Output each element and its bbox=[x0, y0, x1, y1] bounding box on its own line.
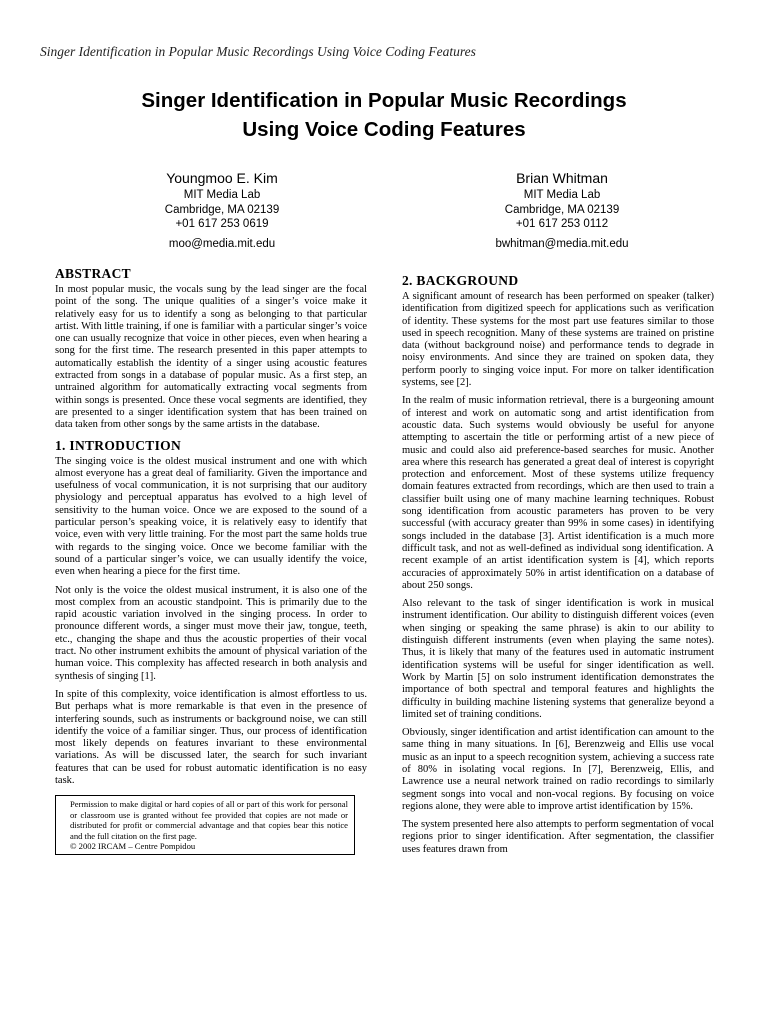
author-email[interactable]: moo@media.mit.edu bbox=[168, 237, 276, 250]
background-heading: 2. BACKGROUND bbox=[402, 273, 519, 288]
paper-title bbox=[40, 86, 728, 144]
right-column bbox=[402, 273, 714, 862]
author-city: Cambridge, MA 02139 bbox=[164, 203, 280, 216]
introduction-heading: 1. INTRODUCTION bbox=[55, 437, 182, 453]
running-head: Singer Identification in Popular Music Recordings Using Voice Coding Features bbox=[40, 44, 476, 59]
author-phone: +01 617 253 0619 bbox=[175, 218, 269, 230]
copyright-line: © 2002 IRCAM – Centre Pompidou bbox=[70, 840, 196, 851]
title-line-1: Singer Identification in Popular Music Recordings bbox=[141, 89, 627, 112]
abstract-heading: ABSTRACT bbox=[55, 266, 131, 281]
permission-notice: Permission to make digital or hard copies of all or part of this work for personal or classroom use is granted without fee provided that copies are not made or distributed for profit or commercial advantage and that copies bear this notice and the full citation on the first page. bbox=[70, 799, 348, 841]
left-column bbox=[55, 266, 367, 855]
intro-paragraph: In spite of this complexity, voice identification is almost effortless to us. But perhaps what is more remarkable is that even in the presence of interfering sounds, such as instruments or background noise, we can still identify the voice of a familiar singer. Thus, our process of identification most likely depends on features invariant to these environmental variations. As will be discussed later, the search for such invariant features that can be used for robust automatic identification is no easy task. bbox=[55, 688, 367, 786]
title-line-2: Using Voice Coding Features bbox=[242, 118, 526, 141]
background-paragraph: A significant amount of research has been performed on speaker (talker) identification from digitized speech for applications such as verification of identity. These systems for the most part use features similar to those used in speech recognition. Many of these systems are trained on pristine data (without background noise) and performance tends to degrade in noisy environments. And since they are trained on spoken data, they perform poorly to singing voice input. For more on talker identification systems, see [2]. bbox=[402, 291, 714, 389]
background-paragraph: Obviously, singer identification and artist identification can amount to the same thing in many situations. In [6], Berenzweig and Ellis use vocal music as an input to a speech recognition system, achieving a success rate of 80% in isolating vocal regions. In [7], Berenzweig, Ellis, and Lawrence use a neural network trained on radio recordings to similarly segment songs into vocal and non-vocal regions. By focusing on voice regions alone, they were able to improve artist identification by 15%. bbox=[402, 727, 714, 812]
abstract-text: In most popular music, the vocals sung by the lead singer are the focal point of the song. The unique qualities of a singer’s voice make it relatively easy for us to identify a song as belonging to that particular artist. With little training, if one is familiar with a particular singer’s voice one can usually recognize that voice in other pieces, even when hearing a song for the first time. The research presented in this paper attempts to automatically establish the identity of a singer using acoustic features extracted from songs in a database of popular music. As a first step, an untrained algorithm for automatically extracting vocal segments from within songs is presented. Once these vocal segments are identified, they are presented to a singer identification system that has been trained on data taken from other songs by the same artists in the database. bbox=[55, 284, 367, 431]
author-email[interactable]: bwhitman@media.mit.edu bbox=[495, 237, 629, 250]
author-name: Brian Whitman bbox=[516, 170, 608, 186]
author-phone: +01 617 253 0112 bbox=[515, 218, 609, 230]
background-paragraph: In the realm of music information retrieval, there is a burgeoning amount of interest and work on automatic song and artist identification from acoustic data. Such systems would obviously be useful for anyone attempting to ascertain the title or performing artist of a new piece of music and could also aid preference-based searches for music. Another area where this research has generated a great deal of interest is copyright protection and enforcement. Most of these systems utilize frequency domain features extracted from recordings, which are then used to train a classifier built using one of many machine learning techniques. Robust song identification from acoustic parameters has proven to be very successful (with accuracy greater than 99% in some cases) in identifying songs included in the database [3]. Artist identification is a much more difficult task, and not as well-defined as individual song identification. A recent example of an artist identification system is [4], which reports accuracies of approximately 50% in artist identification on a database of about 250 songs. bbox=[402, 395, 714, 591]
author-affiliation: MIT Media Lab bbox=[183, 189, 261, 201]
copyright-notice-box bbox=[55, 795, 355, 855]
author-block-kim bbox=[92, 168, 352, 251]
author-block-whitman bbox=[432, 168, 692, 251]
intro-paragraph: Not only is the voice the oldest musical instrument, it is also one of the most complex from an acoustic standpoint. This is primarily due to the rapid acoustic variation involved in the singing process. In order to pronounce different words, a singer must move their jaw, tongue, teeth, etc., changing the shape and thus the acoustic properties of their vocal tract. No other instrument exhibits the amount of physical variation of the human voice. This complexity has affected research in both analysis and synthesis of singing [1]. bbox=[55, 584, 367, 682]
author-name: Youngmoo E. Kim bbox=[166, 170, 278, 186]
author-city: Cambridge, MA 02139 bbox=[504, 203, 620, 216]
author-affiliation: MIT Media Lab bbox=[523, 189, 601, 201]
background-paragraph: Also relevant to the task of singer identification is work in musical instrument identification. Our ability to distinguish different voices (even when singing or speaking the same phrase) is akin to our ability to distinguish different instruments (even when playing the same notes). Thus, it is likely that many of the features used in automatic instrument identification systems will be useful for singer identification as well. Work by Martin [5] on solo instrument identification demonstrates the importance of both spectral and temporal features and highlights the difficulty in building machine listening systems that generalize beyond a limited set of training conditions. bbox=[402, 598, 714, 720]
intro-paragraph: The singing voice is the oldest musical instrument and one with which almost everyone has a great deal of familiarity. Given the importance and usefulness of vocal communication, it is not surprising that our auditory physiology and perceptual apparatus has evolved to a high level of sensitivity to the human voice. Once we are exposed to the sound of a particular person’s speaking voice, it is relatively easy to identify that voice, even with very little training. For the most part the same holds true with regards to the singing voice. Once we become familiar with the sound of a particular singer’s voice, we can usually identify the voice, even when hearing a piece for the first time. bbox=[55, 455, 367, 578]
background-paragraph: The system presented here also attempts to perform segmentation of vocal regions prior to singer identification. After segmentation, the classifier uses features drawn from bbox=[402, 819, 714, 855]
